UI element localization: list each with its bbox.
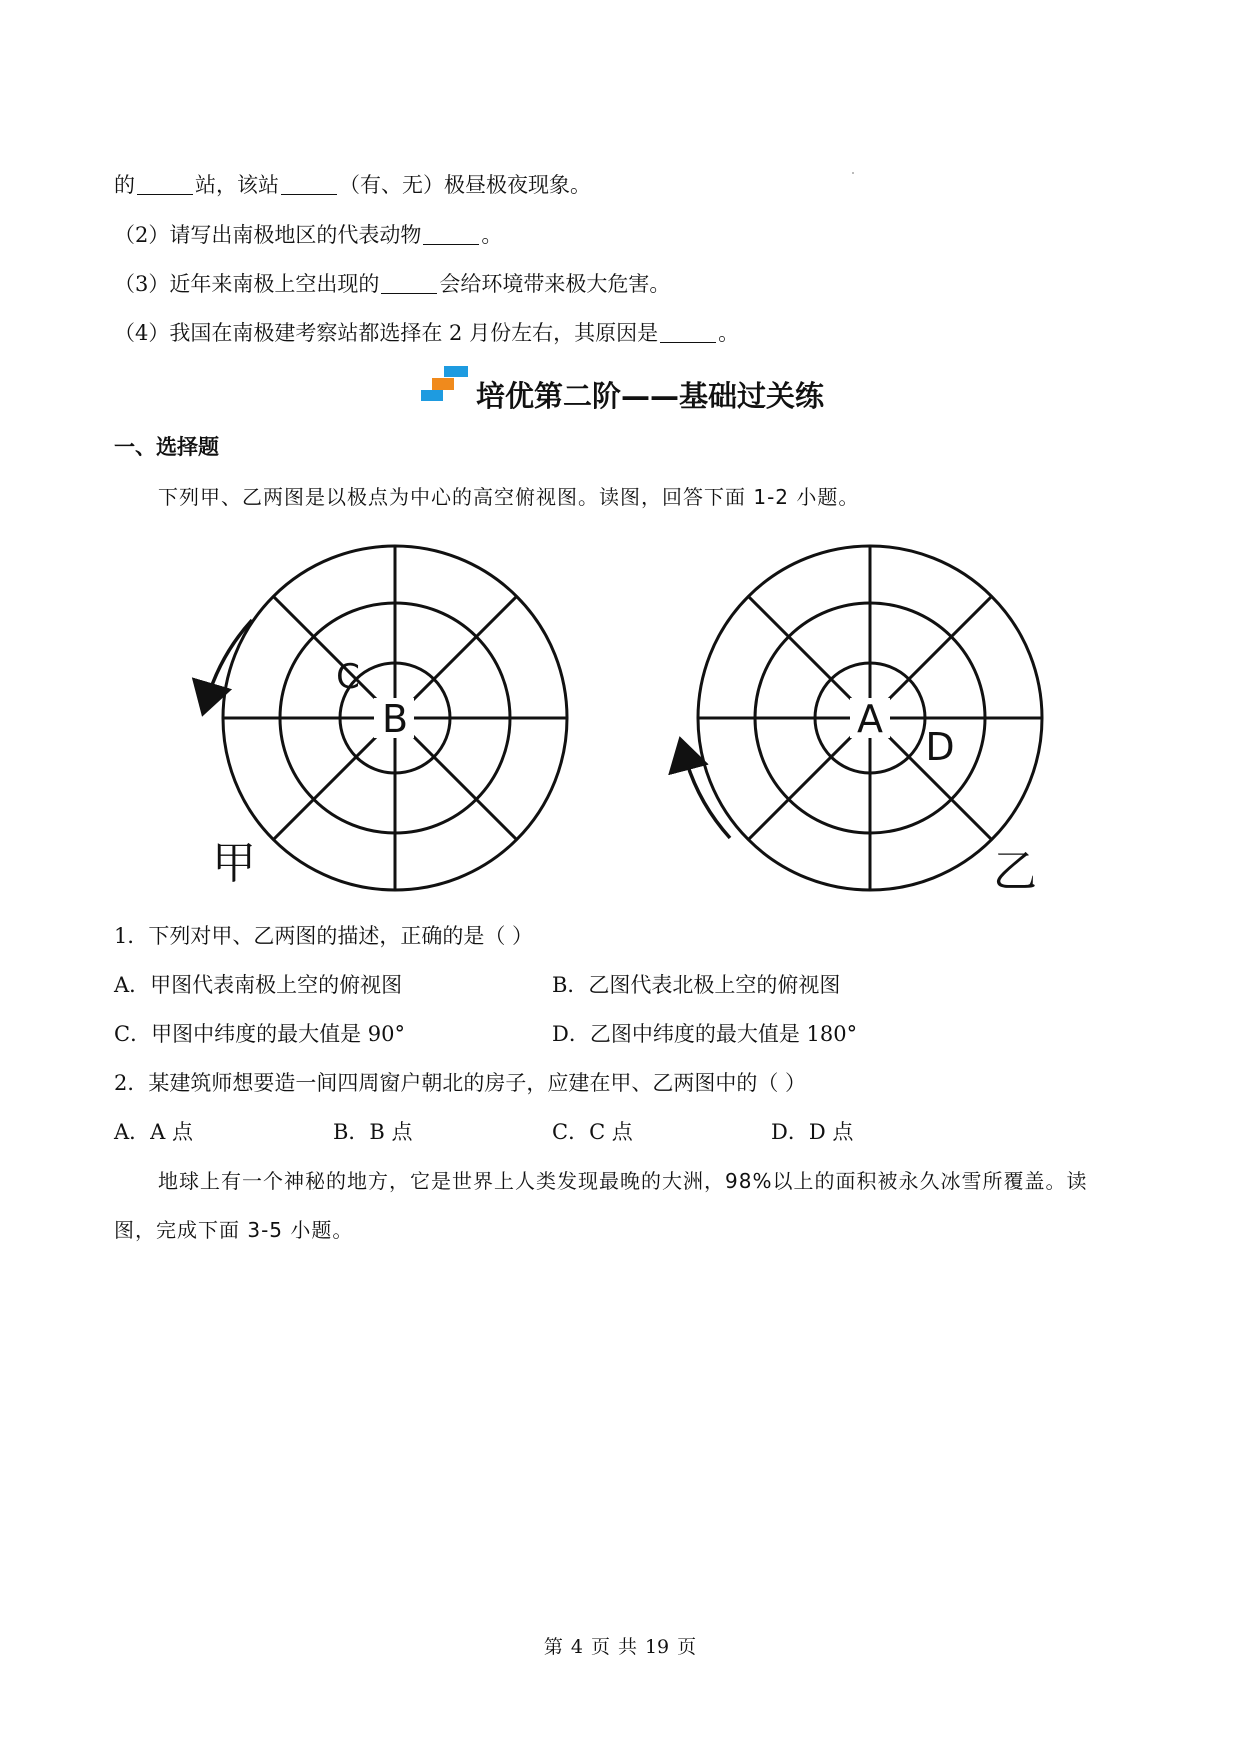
footer-text: 页 — [590, 1636, 610, 1658]
page-footer — [0, 1632, 1240, 1659]
point-label-a: A — [857, 697, 883, 741]
answer-blank[interactable] — [381, 273, 437, 294]
scan-speck — [852, 172, 854, 174]
text: （4）我国在南极建考察站都选择在 2 月份左右，其原因是 — [114, 321, 659, 345]
q1-option-d[interactable]: D．乙图中纬度的最大值是 180° — [552, 1022, 858, 1046]
answer-blank[interactable] — [660, 322, 716, 343]
q2-option-c[interactable]: C．C 点 — [552, 1120, 633, 1144]
text: 。 — [481, 223, 503, 247]
page-number: 4 — [570, 1636, 583, 1658]
answer-blank[interactable] — [281, 174, 337, 195]
intro-3-5-line1: 地球上有一个神秘的地方，它是世界上人类发现最晚的大洲，98%以上的面积被永久冰雪所覆盖。读 — [158, 1169, 1088, 1193]
footer-text: 页 — [677, 1636, 697, 1658]
footer-text: 第 — [543, 1636, 563, 1658]
question-1-stem: 1．下列对甲、乙两图的描述，正确的是（ ） — [114, 924, 534, 948]
intro-3-5-line2: 图，完成下面 3-5 小题。 — [114, 1218, 354, 1242]
text: 的 — [114, 173, 135, 197]
footer-text: 共 — [617, 1636, 637, 1658]
q1-option-a[interactable]: A．甲图代表南极上空的俯视图 — [114, 973, 403, 997]
q1-option-b[interactable]: B．乙图代表北极上空的俯视图 — [552, 973, 841, 997]
section-title: 培优第二阶——基础过关练 — [476, 379, 825, 413]
text: 站，该站 — [195, 173, 279, 197]
icon-block-orange — [432, 378, 454, 390]
q2-option-b[interactable]: B．B 点 — [333, 1120, 413, 1144]
prev-question-4 — [114, 318, 739, 348]
point-label-b: B — [381, 697, 409, 741]
text: 。 — [718, 321, 740, 345]
total-pages: 19 — [644, 1636, 670, 1658]
icon-block-blue-bottom — [421, 390, 443, 401]
intro-1-2: 下列甲、乙两图是以极点为中心的高空俯视图。读图，回答下面 1-2 小题。 — [158, 485, 860, 509]
text: （有、无）极昼极夜现象。 — [339, 173, 591, 197]
answer-blank[interactable] — [137, 174, 193, 195]
prev-question-2 — [114, 220, 502, 250]
prev-question-3 — [114, 269, 670, 299]
text: 会给环境带来极大危害。 — [439, 272, 671, 296]
section-title-icon — [418, 364, 474, 408]
prev-question-line1 — [114, 170, 591, 200]
point-label-d: D — [925, 725, 955, 769]
q2-option-a[interactable]: A．A 点 — [114, 1120, 194, 1144]
text: （3）近年来南极上空出现的 — [114, 272, 380, 296]
q2-option-d[interactable]: D．D 点 — [771, 1120, 854, 1144]
text: （2）请写出南极地区的代表动物 — [114, 223, 422, 247]
answer-blank[interactable] — [423, 224, 479, 245]
question-2-stem: 2．某建筑师想要造一间四周窗户朝北的房子，应建在甲、乙两图中的（ ） — [114, 1071, 807, 1095]
polar-view-figure — [190, 538, 1070, 898]
icon-block-blue-top — [444, 366, 468, 377]
section-heading: 一、选择题 — [114, 435, 219, 459]
q1-option-c[interactable]: C．甲图中纬度的最大值是 90° — [114, 1022, 405, 1046]
point-label-c: C — [336, 657, 360, 697]
figure-label-jia: 甲 — [212, 838, 256, 889]
rotation-arrow — [684, 753, 730, 838]
figure-label-yi: 乙 — [993, 846, 1037, 897]
